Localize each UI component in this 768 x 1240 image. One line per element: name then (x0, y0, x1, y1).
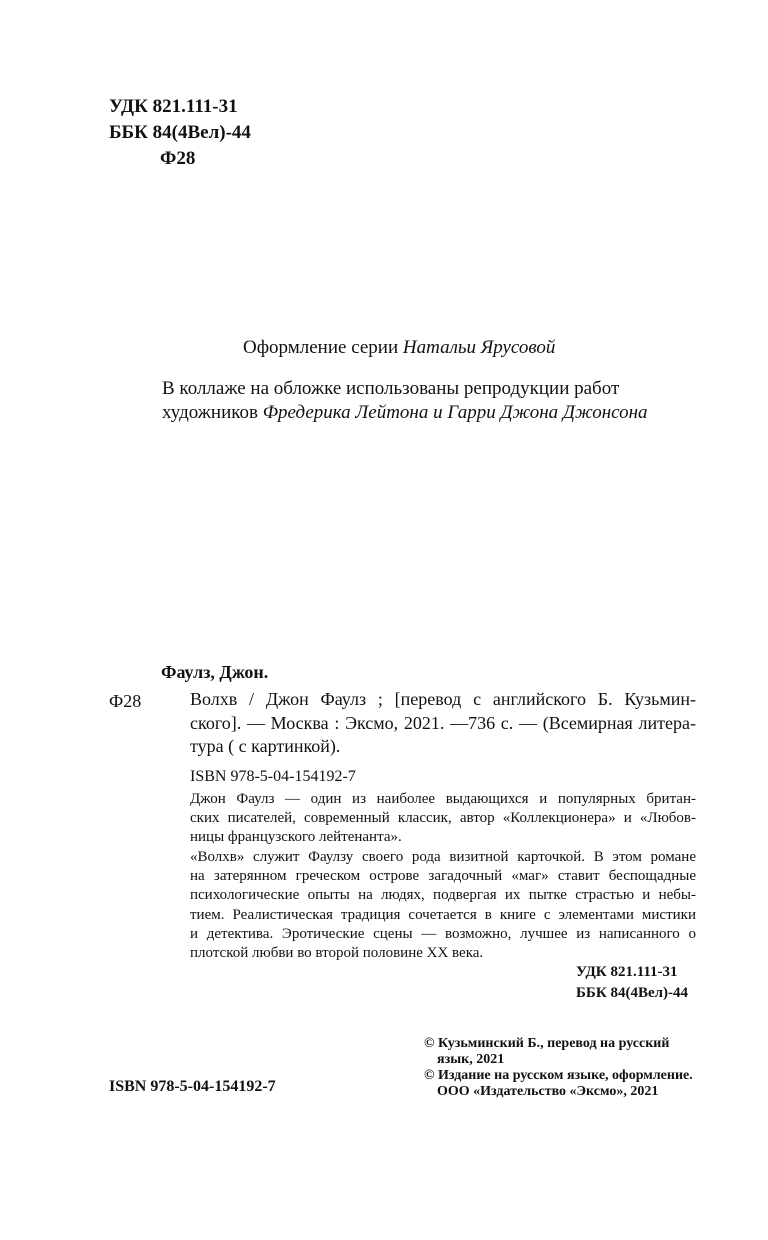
cover-artists: Фредерика Лейтона и Гарри Джона Джонсона (262, 402, 648, 423)
record-isbn: ISBN 978-5-04-154192-7 (190, 768, 356, 785)
bottom-bbk-code: ББК 84(4Вел)-44 (576, 985, 689, 1001)
cover-credit-line-2 (162, 402, 648, 424)
bibliographic-line: ского]. — Москва : Эксмо, 2021. —736 с. — (Всемирная литера- (190, 713, 696, 733)
bibliographic-line: тура ( с картинкой). (190, 736, 341, 756)
bbk-code: ББК 84(4Вел)-44 (109, 122, 251, 143)
annotation-line: психологические опыты на людях, подвергая их пытке страстью и небы- (190, 887, 696, 903)
record-author: Фаулз, Джон. (161, 662, 269, 682)
annotation-line: ницы французского лейтенанта». (190, 829, 402, 845)
copyright-line: © Кузьминский Б., перевод на русский (424, 1036, 670, 1051)
series-design-credit (243, 337, 555, 359)
cover-credit-prefix: художников (162, 402, 263, 423)
annotation-line: плотской любви во второй половине XX века. (190, 945, 484, 961)
annotation-line: ских писателей, современный классик, автор «Коллекционера» и «Любов- (190, 810, 696, 826)
annotation-line: и детектива. Эротические сцены — возможно, лучшее из написанного о (190, 926, 696, 942)
author-sign: Ф28 (160, 148, 196, 169)
series-credit-prefix: Оформление серии (243, 337, 403, 358)
cover-credit-line-1: В коллаже на обложке использованы репродукции работ (162, 378, 620, 399)
annotation-line: на затерянном греческом острове загадочный «маг» ставит беспощадные (190, 868, 696, 884)
annotation-line: «Волхв» служит Фаулзу своего рода визитной карточкой. В этом романе (190, 849, 696, 865)
copyright-line: язык, 2021 (437, 1052, 505, 1067)
record-author-sign: Ф28 (109, 691, 142, 711)
bottom-isbn: ISBN 978-5-04-154192-7 (109, 1078, 276, 1095)
copyright-line: ООО «Издательство «Эксмо», 2021 (437, 1084, 659, 1099)
udk-code: УДК 821.111-31 (109, 96, 238, 117)
bibliographic-line: Волхв / Джон Фаулз ; [перевод с английского Б. Кузьмин- (190, 689, 696, 709)
copyright-line: © Издание на русском языке, оформление. (424, 1068, 693, 1083)
series-designer-name: Натальи Ярусовой (402, 337, 556, 358)
annotation-line: Джон Фаулз — один из наиболее выдающихся и популярных британ- (190, 791, 696, 807)
annotation-line: тием. Реалистическая традиция сочетается в книге с элементами мистики (190, 907, 696, 923)
bottom-udk-code: УДК 821.111-31 (576, 964, 678, 980)
